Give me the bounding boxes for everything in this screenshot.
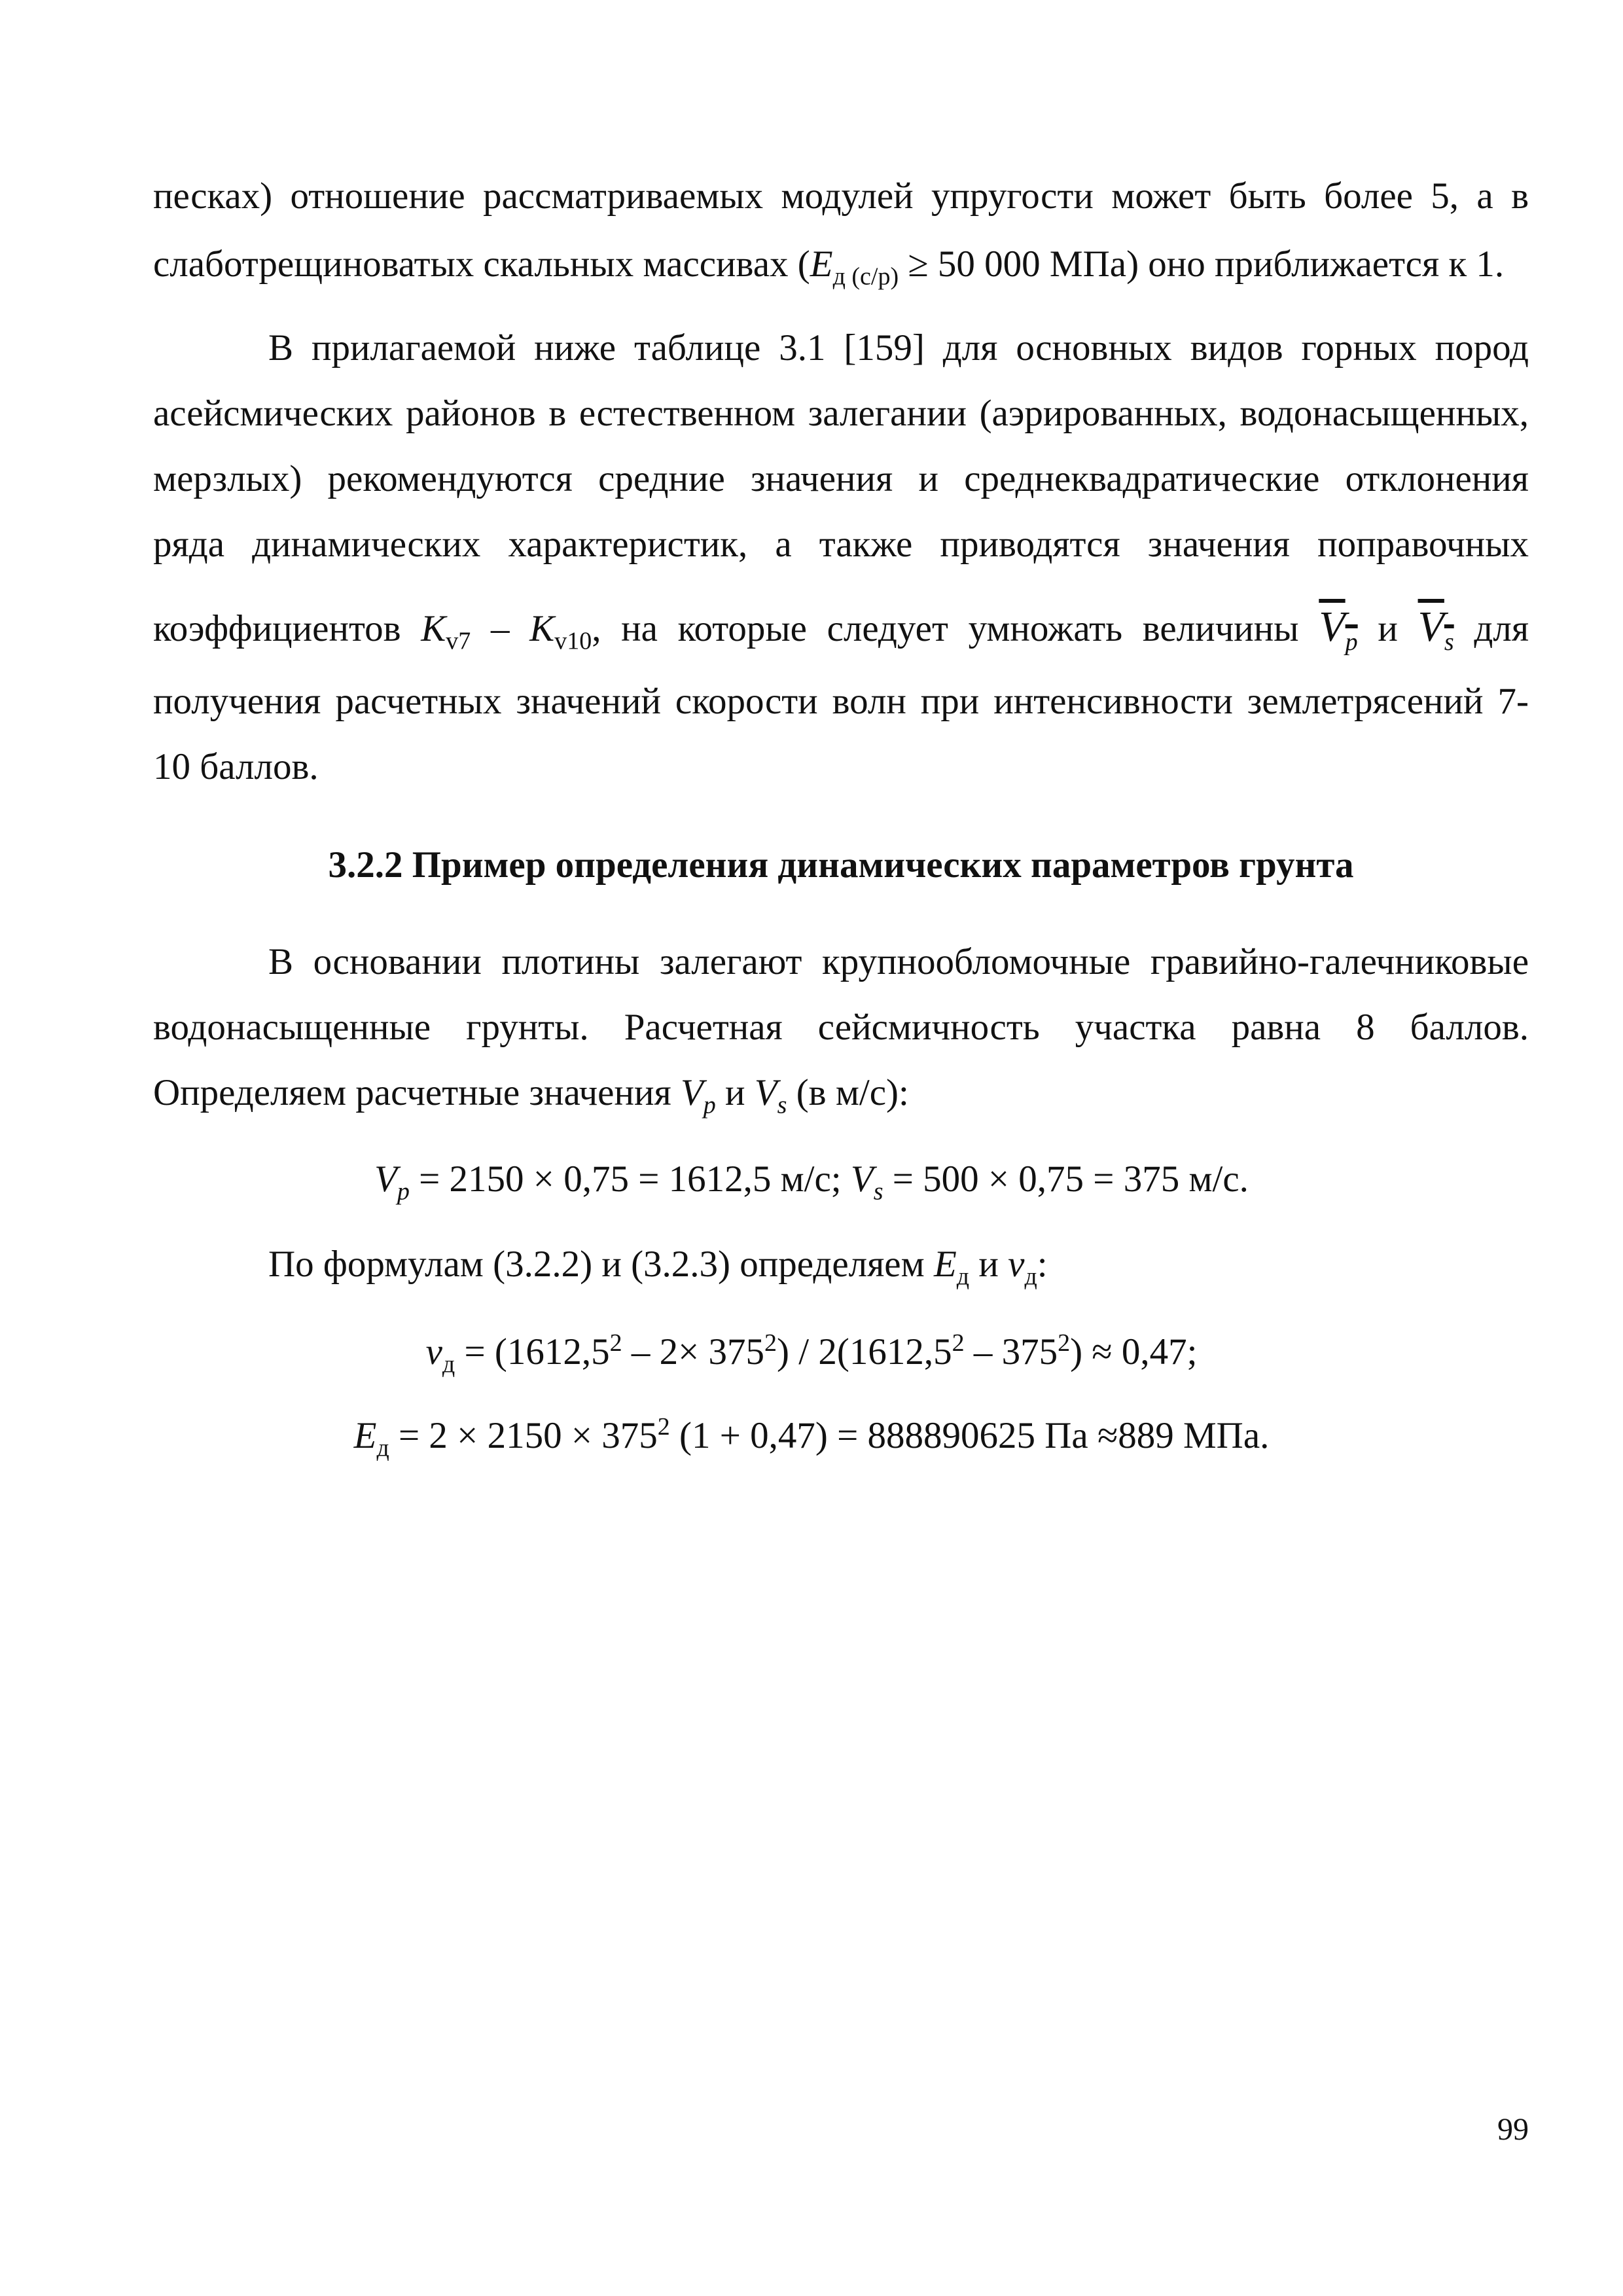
paragraph-line: В основании плотины залегают крупнообломочные гравийно-галечниковые: [268, 941, 1529, 982]
symbol-Vp-overline: $V_p$: [1319, 603, 1358, 656]
paragraph-line: водонасыщенные грунты. Расчетная сейсмичность участка равна 8 баллов.: [153, 1007, 1529, 1048]
text-run: слаботрещиноватых скальных массивах (: [153, 243, 810, 285]
formula-velocities: $V_p = 2150 \times 0,75 = 1612,5$ м/с; $V_s = 500 \times 0,75 = 375$ м/с.: [374, 1158, 1249, 1206]
paragraph-line: По формулам (3.2.2) и (3.2.3) определяем $E_д$ и $\nu_д$:: [268, 1244, 1048, 1291]
page-number: 99: [1497, 2112, 1529, 2147]
paragraph-line: песках) отношение рассматриваемых модулей упругости может быть более 5, а в: [153, 175, 1529, 217]
subscript: p: [703, 1091, 716, 1119]
text-run: и: [1378, 608, 1398, 649]
text-run: для: [1474, 608, 1529, 649]
paragraph-line: ряда динамических характеристик, а также приводятся значения поправочных: [153, 524, 1529, 565]
symbol-V: V: [680, 1072, 704, 1113]
symbol-V: V: [850, 1158, 874, 1200]
symbol-E: E: [810, 243, 833, 285]
paragraph-line: получения расчетных значений скорости волн при интенсивности землетрясений 7-: [153, 681, 1529, 722]
text-run: ≥ 50 000 МПа) оно приближается к 1.: [899, 243, 1505, 285]
subscript: v7: [446, 627, 471, 655]
symbol-K: K: [529, 608, 555, 649]
subscript: д (с/р): [832, 262, 899, 291]
symbol-Vs-overline: $V_s$: [1418, 603, 1454, 656]
text-run: коэффициентов $K_{v7} - K_{v10}$, на которые следует умножать величины: [153, 608, 1299, 655]
paragraph-line: [153, 603, 1529, 656]
paragraph-line: [153, 241, 1529, 291]
formula-poisson: $\nu_д = (1612,5^2 - 2\times 375^2) / 2(1612,5^2 - 375^2) \approx 0,47$;: [425, 1329, 1198, 1378]
paragraph-line: асейсмических районов в естественном залегании (аэрированных, водонасыщенных,: [153, 393, 1529, 434]
symbol-V: V: [754, 1072, 777, 1113]
symbol-nu: ν: [425, 1331, 442, 1372]
symbol-nu: ν: [1008, 1244, 1025, 1285]
paragraph-line: мерзлых) рекомендуются средние значения и среднеквадратические отклонения: [153, 458, 1529, 499]
paragraph-line: В прилагаемой ниже таблице 3.1 [159] для основных видов горных пород: [268, 327, 1529, 368]
subscript: v10: [554, 627, 592, 655]
symbol-V: V: [374, 1158, 397, 1200]
formula-modulus: $E_д = 2 \times 2150 \times 375^2$ (1 + 0,47) = 888890625 Па ≈889 МПа.: [353, 1413, 1270, 1462]
symbol-K: K: [421, 608, 446, 649]
paragraph-line: 10 баллов.: [153, 746, 319, 787]
subscript: s: [777, 1091, 787, 1119]
symbol-E: E: [933, 1244, 957, 1285]
section-heading: 3.2.2 Пример определения динамических параметров грунта: [328, 844, 1354, 886]
paragraph-line: Определяем расчетные значения $V_p$ и $V_s$ (в м/с):: [153, 1072, 909, 1119]
symbol-E: E: [353, 1415, 377, 1456]
